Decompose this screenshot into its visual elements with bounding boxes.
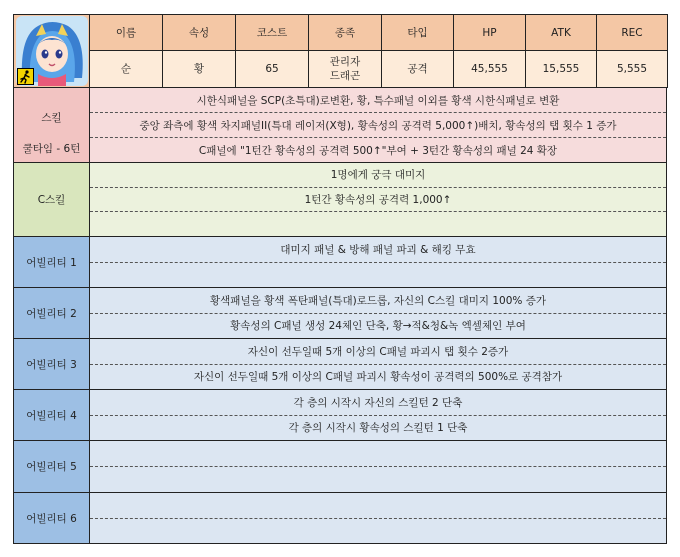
cskill-section [13,163,667,237]
cskill-line-3 [90,212,666,236]
ability-1-line-1: 대미지 패널 & 방해 패널 파괴 & 해킹 무효 [90,237,666,263]
value-attribute: 황 [163,51,236,88]
skill-section [13,88,667,163]
header-atk: ATK [526,15,597,51]
ability-4-label: 어빌리티 4 [14,390,90,440]
cskill-line-1: 1명에게 궁극 대미지 [90,163,666,188]
header-cost: 코스트 [236,15,309,51]
portrait-cell [14,15,90,88]
ability-5-section [13,441,667,493]
skill-line-3: C패널에 "1턴간 황속성의 공격력 500↑"부여 + 3턴간 황속성의 패널 24 확장 [198,144,558,157]
header-type: 타입 [382,15,454,51]
ability-1-label: 어빌리티 1 [14,237,90,287]
ability-6-line-1 [90,493,666,519]
ability-5-line-1 [90,441,666,467]
ability-2-label: 어빌리티 2 [14,288,90,338]
runner-badge-icon [17,68,34,85]
skill-line-1: 시한식패널을 SCP(초특대)로변환, 황, 특수패널 이외를 황색 시한식패널로 변환 [90,88,666,113]
value-hp: 45,555 [454,51,526,88]
skill-cooldown: 쿨타임 - 6턴 [22,143,81,155]
header-rec: REC [597,15,668,51]
value-rec: 5,555 [597,51,668,88]
ability-1-section [13,237,667,288]
ability-5-label: 어빌리티 5 [14,441,90,492]
ability-3-label: 어빌리티 3 [14,339,90,389]
ability-6-section [13,493,667,544]
ability-4-section [13,390,667,441]
skill-label: 스킬 [41,112,62,124]
ability-3-section [13,339,667,390]
header-name: 이름 [90,15,163,51]
header-attribute: 속성 [163,15,236,51]
skill-line-2: 중앙 좌측에 황색 차지패널II(특대 레이저(X형), 황속성의 공격력 5,000↑)배치, 황속성의 탭 횟수 1 증가 [90,113,666,138]
ability-6-label: 어빌리티 6 [14,493,90,543]
ability-4-line-1: 각 층의 시작시 자신의 스킬턴 2 단축 [90,390,666,416]
character-info-sheet [13,14,667,544]
character-portrait [16,16,88,86]
ability-5-line-2 [90,467,666,492]
cskill-line-2: 1턴간 황속성의 공격력 1,000↑ [90,188,666,213]
value-atk: 15,555 [526,51,597,88]
ability-4-line-2: 각 층의 시작시 황속성의 스킬턴 1 단축 [288,422,468,435]
skill-label-cell [14,88,90,162]
value-cost: 65 [236,51,309,88]
stats-table [13,14,668,88]
ability-3-line-1: 자신이 선두일때 5개 이상의 C패널 파괴시 탭 횟수 2증가 [90,339,666,365]
value-name: 순 [90,51,163,88]
ability-2-section [13,288,667,339]
header-hp: HP [454,15,526,51]
ability-1-line-2 [90,263,666,288]
ability-2-line-1: 황색패널을 황색 폭탄패널(특대)로드롭, 자신의 C스킬 대미지 100% 증가 [90,288,666,314]
ability-3-line-2: 자신이 선두일때 5개 이상의 C패널 파괴시 황속성이 공격력의 500%로 공격참가 [193,371,563,384]
header-race: 종족 [309,15,382,51]
value-race: 관리자 드래곤 [309,51,382,88]
cskill-label: C스킬 [14,163,90,236]
value-type: 공격 [382,51,454,88]
ability-2-line-2: 황속성의 C패널 생성 24체인 단축, 황→적&청&녹 엑셀체인 부여 [230,320,526,333]
ability-6-line-2 [90,519,666,544]
